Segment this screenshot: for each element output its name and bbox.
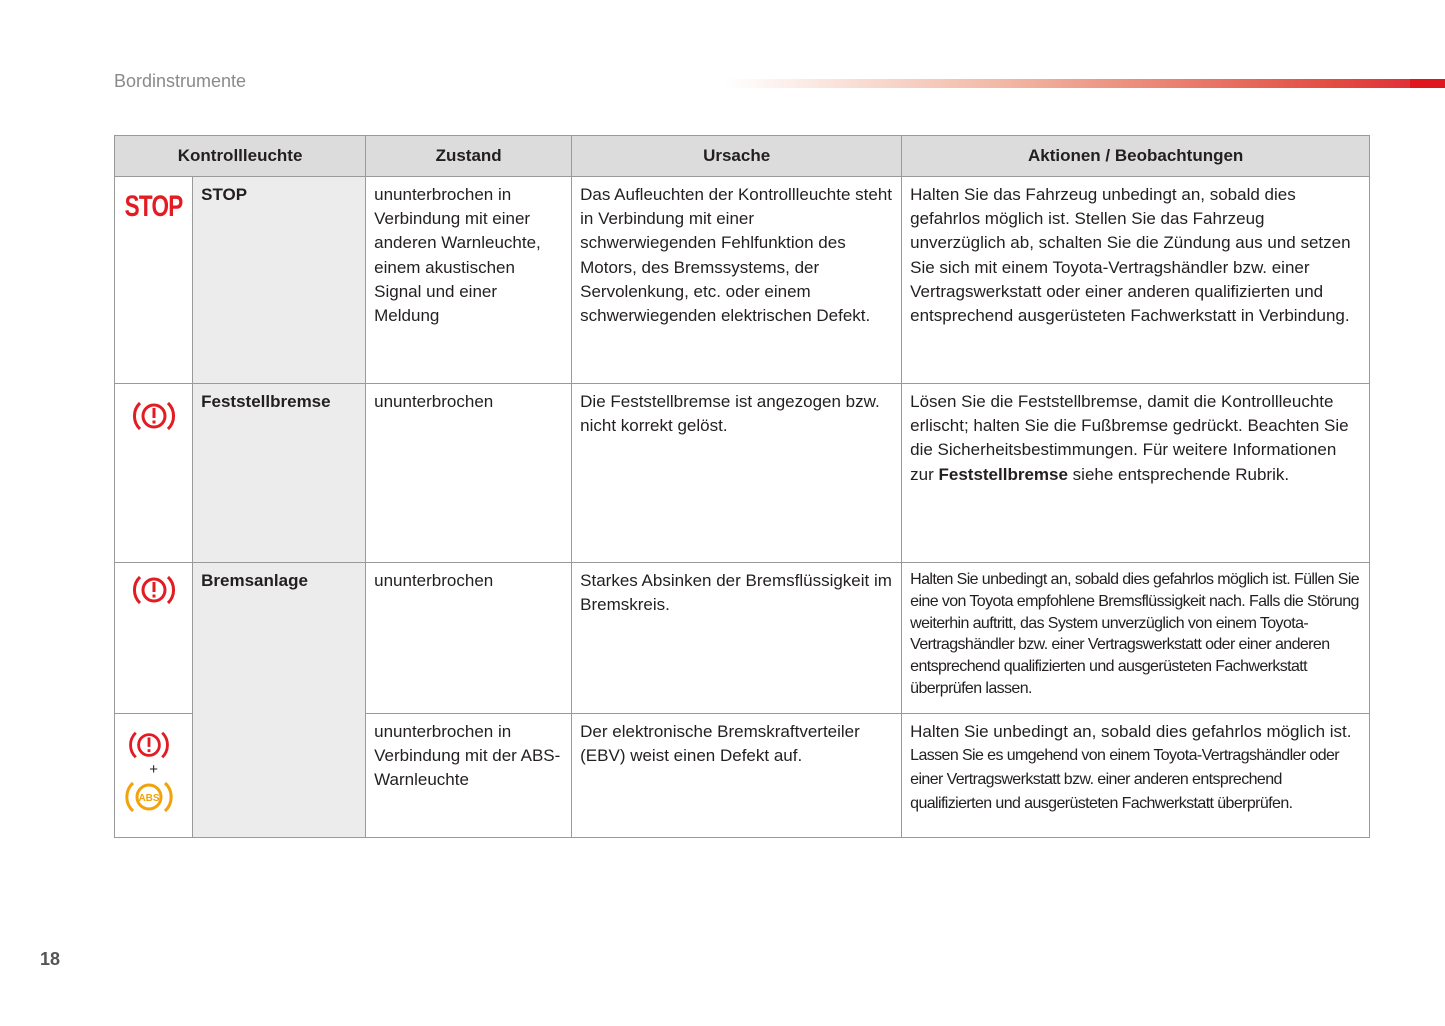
- ursache-cell: Der elektronische Bremskraftverteiler (EBV) weist einen Defekt auf.: [572, 714, 902, 838]
- brake-warning-icon: [132, 572, 176, 608]
- stop-icon: STOP: [124, 190, 183, 223]
- icon-cell: [115, 177, 193, 384]
- zustand-cell: ununterbrochen in Verbindung mit der ABS-Warnleuchte: [366, 714, 572, 838]
- icon-cell: [115, 563, 193, 714]
- light-name: Feststellbremse: [193, 384, 366, 563]
- plus-sign: +: [149, 761, 158, 778]
- table-row: [115, 177, 1370, 384]
- zustand-cell: ununterbrochen: [366, 563, 572, 714]
- brake-warning-icon: [127, 728, 171, 762]
- aktion-cell: [902, 384, 1370, 563]
- ursache-cell: Die Feststellbremse ist angezogen bzw. nicht korrekt gelöst.: [572, 384, 902, 563]
- light-name: Bremsanlage: [193, 563, 366, 838]
- icon-cell: [115, 384, 193, 563]
- aktion-text: siehe entsprechende Rubrik.: [1067, 464, 1290, 484]
- table-row: [115, 384, 1370, 563]
- icon-cell: [115, 714, 193, 838]
- ursache-cell: Das Aufleuchten der Kontrollleuchte steht in Verbindung mit einer schwerwiegenden Fehlfunktion des Motors, des Bremssystems, der Servolenkung, etc. oder einem schwerwiegenden elektrischen Defekt.: [572, 177, 902, 384]
- page-number: 18: [40, 949, 61, 969]
- header-gradient-bar: [725, 79, 1410, 88]
- brake-warning-icon: [132, 398, 176, 434]
- aktion-bold-text: Feststellbremse: [938, 464, 1068, 484]
- col-header: Kontrollleuchte: [115, 136, 366, 177]
- col-header: Zustand: [366, 136, 572, 177]
- aktion-text: Lösen Sie die Feststellbremse, damit die Kontrollleuchte erlischt; halten Sie die Fußbremse gedrückt. Beachten Sie die Sicherheitsbestimmungen. Für weitere Informationen zur: [910, 392, 1349, 484]
- abs-warning-icon: [124, 778, 174, 816]
- ursache-cell: Starkes Absinken der Bremsflüssigkeit im Bremskreis.: [572, 563, 902, 714]
- aktion-cell: Halten Sie unbedingt an, sobald dies gefahrlos möglich ist. Füllen Sie eine von Toyota empfohlene Bremsflüssigkeit nach. Falls die Störung weiterhin auftritt, das System unverzüglich von einem Toyota-Vertragshändler bzw. einer Vertragswerkstatt oder einer anderen entsprechend qualifizierten und ausgerüsteten Fachwerkstatt überprüfen lassen.: [902, 563, 1370, 714]
- header-red-block: [1410, 79, 1445, 88]
- table-header-row: [115, 136, 1370, 177]
- table-row: [115, 563, 1370, 714]
- col-header: Aktionen / Beobachtungen: [902, 136, 1370, 177]
- aktion-text: Lassen Sie es umgehend von einem Toyota-Vertragshändler oder einer Vertragswerkstatt bzw. einer anderen entsprechend qualifizierten und ausgerüsteten Fachwerkstatt überprüfen.: [910, 747, 1340, 813]
- light-name: STOP: [193, 177, 366, 384]
- zustand-cell: ununterbrochen in Verbindung mit einer anderen Warnleuchte, einem akustischen Signal und einer Meldung: [366, 177, 572, 384]
- zustand-cell: ununterbrochen: [366, 384, 572, 563]
- aktion-text: Halten Sie unbedingt an, sobald dies gefahrlos möglich ist.: [910, 722, 1352, 741]
- aktion-cell: Halten Sie das Fahrzeug unbedingt an, sobald dies gefahrlos möglich ist. Stellen Sie das Fahrzeug unverzüglich ab, schalten Sie die Zündung aus und setzen Sie sich mit einem Toyota-Vertragshändler bzw. einer Vertragswerkstatt oder einer anderen qualifizierten und entsprechend ausgerüsteten Fachwerkstatt in Verbindung.: [902, 177, 1370, 384]
- warning-lights-table: [114, 135, 1370, 838]
- col-header: Ursache: [572, 136, 902, 177]
- svg-text:ABS: ABS: [138, 793, 160, 804]
- section-title: Bordinstrumente: [114, 71, 247, 91]
- aktion-cell: [902, 714, 1370, 838]
